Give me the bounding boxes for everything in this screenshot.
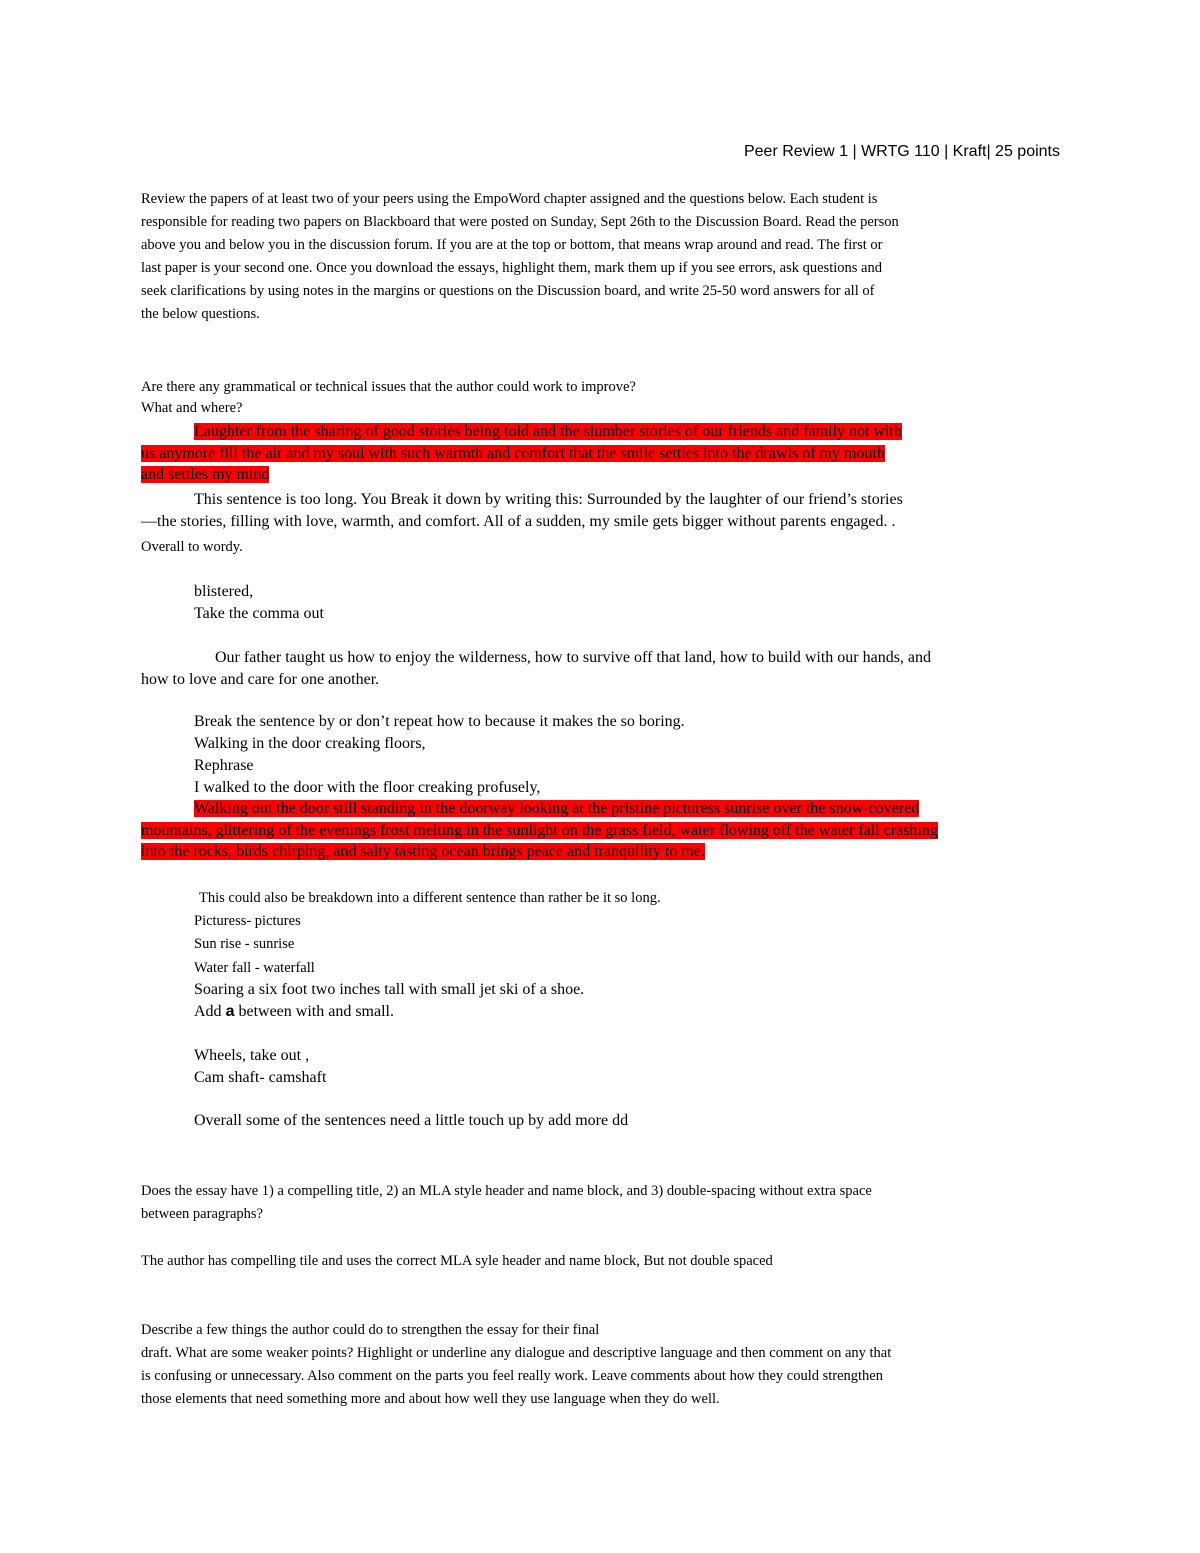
note-walking-door: Walking in the door creaking floors, (194, 735, 426, 752)
intro-paragraph (141, 188, 1059, 326)
intro-line: Review the papers of at least two of your peers using the EmpoWord chapter assigned and the questions below. Each student is (141, 191, 878, 207)
intro-line: responsible for reading two papers on Blackboard that were posted on Sunday, Sept 26th to the Discussion Board. Read the person (141, 214, 899, 230)
note-breakdown: This could also be breakdown into a different sentence than rather be it so long. (199, 890, 661, 906)
highlighted-text: Laughter from the sharing of good stories being told and the slumber stories of our friends and family not with (194, 423, 902, 440)
note-add-a-letter: a (225, 1003, 235, 1020)
note-blistered: blistered, (194, 583, 254, 600)
note-add-a-part: Add (194, 1003, 226, 1020)
question-line: Describe a few things the author could do to strengthen the essay for their final (141, 1322, 600, 1338)
note-picturess: Picturess- pictures (194, 913, 301, 929)
note-waterfall: Water fall - waterfall (194, 960, 315, 976)
quote-line: how to love and care for one another. (141, 671, 380, 688)
highlighted-text: and settles my mind (141, 466, 270, 483)
note-walked-door: I walked to the door with the floor creaking profusely, (194, 779, 541, 796)
intro-line: seek clarifications by using notes in the margins or questions on the Discussion board, and write 25-50 word answers for all of (141, 283, 875, 299)
question-1: Are there any grammatical or technical issues that the author could work to improve? (141, 379, 636, 395)
quote-line: Our father taught us how to enjoy the wilderness, how to survive off that land, how to build with our hands, and (215, 649, 932, 666)
note-add-a-part: between with and small. (234, 1003, 394, 1020)
comment-line: This sentence is too long. You Break it down by writing this: Surrounded by the laughter of our friend’s stories (194, 491, 903, 508)
highlighted-text: mountains, glittering of the evenings frost melting in the sunlight on the grass field, water flowing off the water fall crashing (141, 821, 938, 839)
overall-wordy: Overall to wordy. (141, 539, 243, 555)
question-line: between paragraphs? (141, 1206, 263, 1222)
note-take-comma: Take the comma out (194, 605, 324, 622)
note-rephrase: Rephrase (194, 757, 254, 774)
question-line: Does the essay have 1) a compelling title, 2) an MLA style header and name block, and 3) double-spacing without extra space (141, 1183, 872, 1199)
note-break-sentence: Break the sentence by or don’t repeat how to because it makes the so boring. (194, 713, 685, 730)
note-soaring: Soaring a six foot two inches tall with small jet ski of a shoe. (194, 981, 585, 998)
intro-line: above you and below you in the discussion forum. If you are at the top or bottom, that means wrap around and read. The first or (141, 237, 883, 253)
intro-line: last paper is your second one. Once you download the essays, highlight them, mark them up if you see errors, ask questions and (141, 260, 882, 276)
question-1-sub: What and where? (141, 400, 243, 416)
question-line: draft. What are some weaker points? Highlight or underline any dialogue and descriptive language and then comment on any that (141, 1345, 892, 1361)
quoted-father-sentence (141, 647, 1059, 691)
highlighted-text: Walking out the door still standing in the doorway looking at the pristine picturess sunrise over the snow-covered (194, 800, 920, 817)
highlighted-passage-2 (141, 798, 1057, 863)
comment-1 (141, 489, 1059, 533)
comment-line: —the stories, filling with love, warmth, and comfort. All of a sudden, my smile gets bigger without parents engaged. . (141, 513, 896, 530)
note-add-a (194, 1001, 394, 1023)
highlighted-text: into the rocks, birds chirping, and salty tasting ocean brings peace and tranquility to me. (141, 843, 705, 860)
highlighted-text: us anymore fill the air and my soul with such warmth and comfort that the smile settles into the drawls of my mouth (141, 444, 885, 462)
question-3 (141, 1319, 1059, 1411)
answer-2: The author has compelling tile and uses the correct MLA syle header and name block, But not double spaced (141, 1253, 773, 1269)
question-2 (141, 1180, 1059, 1226)
note-wheels: Wheels, take out , (194, 1047, 310, 1064)
note-sunrise: Sun rise - sunrise (194, 936, 295, 952)
question-line: those elements that need something more and about how well they use language when they do well. (141, 1391, 720, 1407)
document-header: Peer Review 1 | WRTG 110 | Kraft| 25 points (743, 143, 1060, 160)
note-camshaft: Cam shaft- camshaft (194, 1069, 327, 1086)
highlighted-passage-1 (141, 421, 1057, 486)
note-overall-touch: Overall some of the sentences need a little touch up by add more dd (194, 1112, 629, 1129)
intro-line: the below questions. (141, 306, 260, 322)
question-line: is confusing or unnecessary. Also comment on the parts you feel really work. Leave comments about how they could strengthen (141, 1368, 883, 1384)
